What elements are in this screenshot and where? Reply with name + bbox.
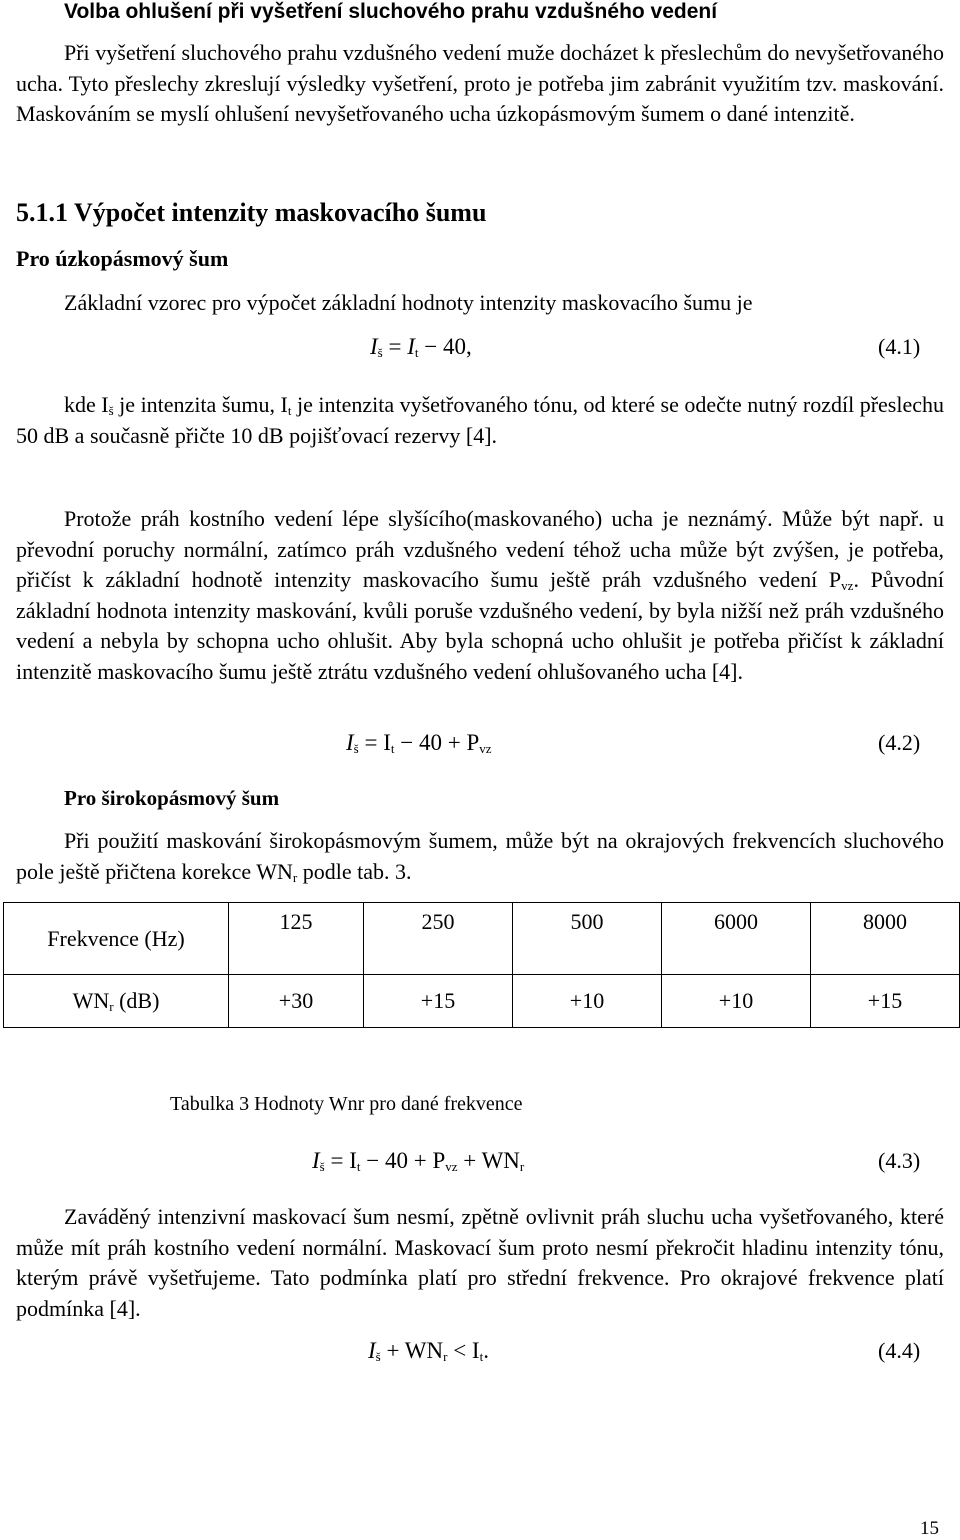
narrowband-heading: Pro úzkopásmový šum (16, 246, 229, 271)
equation-number-4-1: (4.1) (878, 334, 921, 359)
equation-4-4: $I_š + WN_r < I_t$. (368, 1338, 489, 1364)
equation-4-2: $I_š = I_t - 40 + P_{vz}$ (346, 730, 492, 756)
page-number: 15 (920, 1518, 939, 1539)
table-row (4, 975, 960, 1028)
table-cell: 500 (513, 903, 662, 975)
equation-number-4-2: (4.2) (878, 730, 921, 755)
correction-table (3, 902, 960, 1028)
table-cell: 125 (229, 903, 364, 975)
bone-conduction-paragraph: Protože práh kostního vedení lépe slyšícího(maskovaného) ucha je neznámý. Může být např. u převodní poruchy normální, zatímco práh vzdušného vedení téhož ucha může být zvýšen, je potřeba, přičíst k základní hodnotě intenzity maskovacího šumu ještě práh vzdušného vedení $P_{vz}$. Původní základní hodnota intenzity maskování, kvůli poruše vzdušného vedení, by byla nižší než práh vzdušného vedení a nebyla by schopna ucho ohlušit. Aby byla schopná ucho ohlušit je potřeba přičíst k základní intenzitě maskovacího šumu ještě ztrátu vzdušného vedení ohlušovaného ucha [4]. (16, 506, 944, 684)
final-paragraph: Zaváděný intenzivní maskovací šum nesmí, zpětně ovlivnit práh sluchu ucha vyšetřovaného, které může mít práh kostního vedení normální. Maskovací šum proto nesmí překročit hladinu intenzity tónu, kterým právě vyšetřujeme. Tato podmínka platí pro střední frekvence. Pro okrajové frekvence platí podmínka [4]. (16, 1204, 944, 1321)
subsection-heading: 5.1.1 Výpočet intenzity maskovacího šumu (16, 198, 487, 227)
equation-number-4-4: (4.4) (878, 1338, 921, 1363)
section-heading: Volba ohlušení při vyšetření sluchového prahu vzdušného vedení (64, 0, 718, 23)
table-cell: +10 (513, 975, 662, 1028)
basic-formula-paragraph: Základní vzorec pro výpočet základní hodnoty intenzity maskovacího šumu je (64, 290, 753, 315)
table-cell: +30 (229, 975, 364, 1028)
intro-paragraph: Při vyšetření sluchového prahu vzdušného vedení muže docházet k přeslechům do nevyšetřovaného ucha. Tyto přeslechy zkreslují výsledky vyšetření, proto je potřeba jim zabránit využitím tzv. maskování. Maskováním se myslí ohlušení nevyšetřovaného ucha úzkopásmovým šumem o dané intenzitě. (16, 40, 944, 126)
equation-4-3: $I_š = I_t - 40 + P_{vz} + WN_r$ (312, 1148, 525, 1174)
table-cell: 8000 (811, 903, 960, 975)
table-cell: +10 (662, 975, 811, 1028)
table-header-cell: $WN_r$ (dB) (4, 975, 229, 1028)
equation-number-4-3: (4.3) (878, 1148, 921, 1173)
table-caption: Tabulka 3 Hodnoty Wnr pro dané frekvence (170, 1093, 523, 1115)
broadband-heading: Pro širokopásmový šum (64, 786, 280, 810)
equation-4-1: $I_š = I_t - 40$, (370, 334, 472, 360)
where-paragraph: kde $I_š$ je intenzita šumu, $I_t$ je intenzita vyšetřovaného tónu, od které se odečte nutný rozdíl přeslechu 50 dB a současně přičte 10 dB pojišťovací rezervy [4]. (16, 392, 944, 448)
table-row (4, 903, 960, 975)
broadband-paragraph: Při použití maskování širokopásmovým šumem, může být na okrajových frekvencích sluchového pole ještě přičtena korekce $WN_r$ podle tab. 3. (16, 828, 944, 885)
table-cell: +15 (364, 975, 513, 1028)
table-header-cell: Frekvence (Hz) (4, 903, 229, 975)
table-cell: 6000 (662, 903, 811, 975)
table-cell: +15 (811, 975, 960, 1028)
table-cell: 250 (364, 903, 513, 975)
